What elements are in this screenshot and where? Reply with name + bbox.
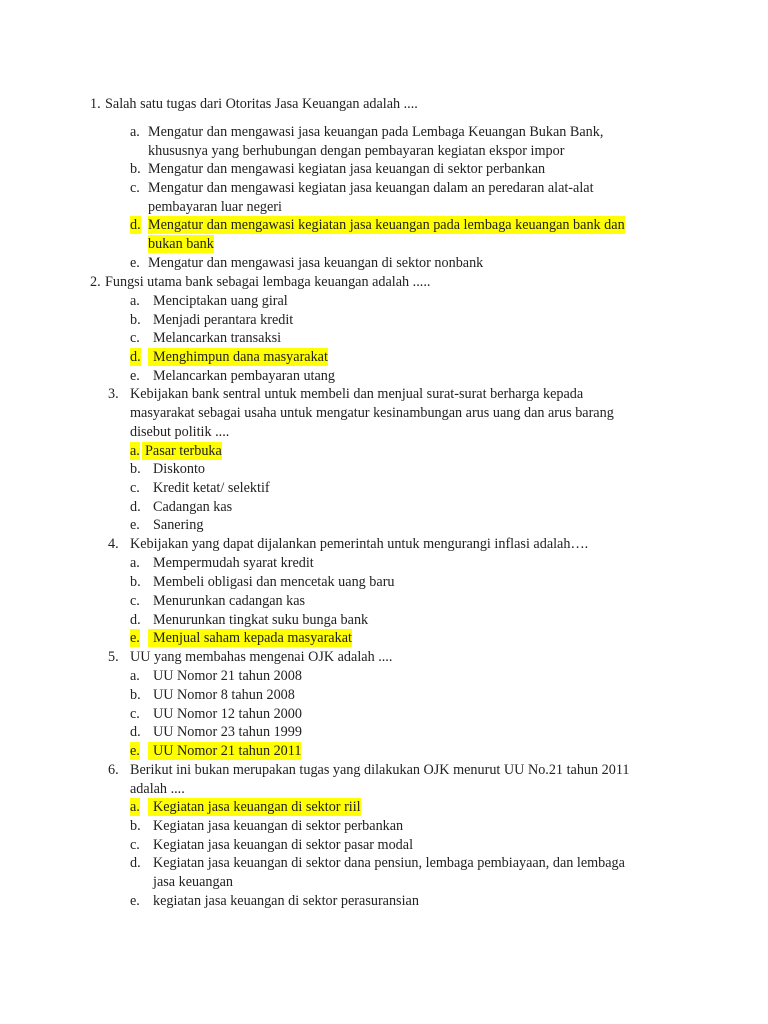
- question-number: 6.: [108, 762, 119, 778]
- option-text: Kredit ketat/ selektif: [153, 480, 270, 496]
- question-text: UU yang membahas mengenai OJK adalah ....: [130, 649, 393, 665]
- option-letter: e.: [130, 893, 140, 909]
- option-text: Mengatur dan mengawasi kegiatan jasa keuangan dalam an peredaran alat-alat: [148, 180, 594, 196]
- option-letter: c.: [130, 706, 140, 722]
- option-letter: e.: [130, 743, 140, 759]
- option-text: Kegiatan jasa keuangan di sektor pasar modal: [153, 837, 414, 853]
- option-letter: e.: [130, 517, 140, 533]
- question-text: Kebijakan yang dapat dijalankan pemerintah untuk mengurangi inflasi adalah….: [130, 536, 589, 552]
- question-text: Kebijakan bank sentral untuk membeli dan menjual surat-surat berharga kepada: [130, 386, 584, 402]
- option-text: Menghimpun dana masyarakat: [148, 348, 328, 366]
- option-letter: d.: [130, 217, 141, 233]
- question-text-cont: disebut politik ....: [130, 424, 230, 440]
- option-letter: c.: [130, 330, 140, 346]
- option-text: Cadangan kas: [153, 499, 233, 515]
- option-text: Pasar terbuka: [142, 442, 222, 460]
- question-text: Fungsi utama bank sebagai lembaga keuangan adalah .....: [105, 274, 431, 290]
- option-letter: a.: [130, 668, 140, 684]
- option-text: Mengatur dan mengawasi kegiatan jasa keuangan pada lembaga keuangan bank dan: [148, 217, 625, 233]
- option-text: Kegiatan jasa keuangan di sektor riil: [148, 798, 361, 816]
- question-4: [108, 535, 589, 553]
- option-text: UU Nomor 21 tahun 2011: [148, 742, 301, 760]
- question-text: Berikut ini bukan merupakan tugas yang dilakukan OJK menurut UU No.21 tahun 2011: [130, 762, 630, 778]
- option-letter: c.: [130, 180, 140, 196]
- option-letter: b.: [130, 461, 141, 477]
- option-letter: d.: [130, 612, 141, 628]
- option-letter: b.: [130, 574, 141, 590]
- option-text: Diskonto: [153, 461, 206, 477]
- question-1: [90, 95, 418, 113]
- option-letter: d.: [130, 349, 141, 365]
- option-letter: a.: [130, 293, 140, 309]
- question-number: 4.: [108, 536, 119, 552]
- option-text: kegiatan jasa keuangan di sektor perasuransian: [153, 893, 419, 909]
- question-5: [108, 648, 393, 666]
- option-text: UU Nomor 8 tahun 2008: [153, 687, 295, 703]
- option-letter: e.: [130, 255, 140, 271]
- option-text: Menjadi perantara kredit: [153, 312, 294, 328]
- option-text: UU Nomor 21 tahun 2008: [153, 668, 302, 684]
- option-letter: c.: [130, 480, 140, 496]
- option-letter: e.: [130, 368, 140, 384]
- question-text: Salah satu tugas dari Otoritas Jasa Keuangan adalah ....: [105, 96, 418, 112]
- option-letter: b.: [130, 687, 141, 703]
- option-letter: d.: [130, 855, 141, 871]
- option-letter: e.: [130, 630, 140, 646]
- option-letter: a.: [130, 443, 140, 459]
- option-letter: b.: [130, 161, 141, 177]
- option-text: Menciptakan uang giral: [153, 293, 288, 309]
- option-text-cont: bukan bank: [148, 236, 214, 252]
- option-letter: d.: [130, 499, 141, 515]
- question-text-cont: masyarakat sebagai usaha untuk mengatur kesinambungan arus uang dan arus barang: [130, 405, 614, 421]
- question-2: [90, 273, 431, 291]
- option-letter: a.: [130, 799, 140, 815]
- option-text: Menurunkan cadangan kas: [153, 593, 306, 609]
- option-text: Melancarkan transaksi: [153, 330, 282, 346]
- question-number: 1.: [90, 96, 101, 112]
- option-letter: a.: [130, 124, 140, 140]
- option-letter: d.: [130, 724, 141, 740]
- question-3: [108, 385, 614, 440]
- option-text-cont: pembayaran luar negeri: [148, 199, 282, 215]
- question-6: [108, 761, 630, 797]
- option-text: Menjual saham kepada masyarakat: [148, 629, 352, 647]
- option-text-cont: jasa keuangan: [153, 874, 233, 890]
- option-letter: b.: [130, 818, 141, 834]
- option-text: Membeli obligasi dan mencetak uang baru: [153, 574, 395, 590]
- option-text: Mengatur dan mengawasi kegiatan jasa keuangan di sektor perbankan: [148, 161, 546, 177]
- option-text: UU Nomor 23 tahun 1999: [153, 724, 302, 740]
- option-text: Mengatur dan mengawasi jasa keuangan di sektor nonbank: [148, 255, 484, 271]
- option-text: Sanering: [153, 517, 204, 533]
- question-number: 3.: [108, 386, 119, 402]
- question-number: 5.: [108, 649, 119, 665]
- option-text: Mempermudah syarat kredit: [153, 555, 314, 571]
- option-letter: b.: [130, 312, 141, 328]
- option-text: Kegiatan jasa keuangan di sektor dana pensiun, lembaga pembiayaan, dan lembaga: [153, 855, 625, 871]
- option-text: Kegiatan jasa keuangan di sektor perbankan: [153, 818, 404, 834]
- option-text: UU Nomor 12 tahun 2000: [153, 706, 302, 722]
- question-text-cont: adalah ....: [130, 781, 185, 797]
- option-letter: c.: [130, 593, 140, 609]
- option-letter: a.: [130, 555, 140, 571]
- option-text: Mengatur dan mengawasi jasa keuangan pada Lembaga Keuangan Bukan Bank,: [148, 124, 604, 140]
- option-text: Menurunkan tingkat suku bunga bank: [153, 612, 369, 628]
- option-text-cont: khususnya yang berhubungan dengan pembayaran kegiatan ekspor impor: [148, 143, 565, 159]
- option-text: Melancarkan pembayaran utang: [153, 368, 335, 384]
- question-number: 2.: [90, 274, 101, 290]
- option-letter: c.: [130, 837, 140, 853]
